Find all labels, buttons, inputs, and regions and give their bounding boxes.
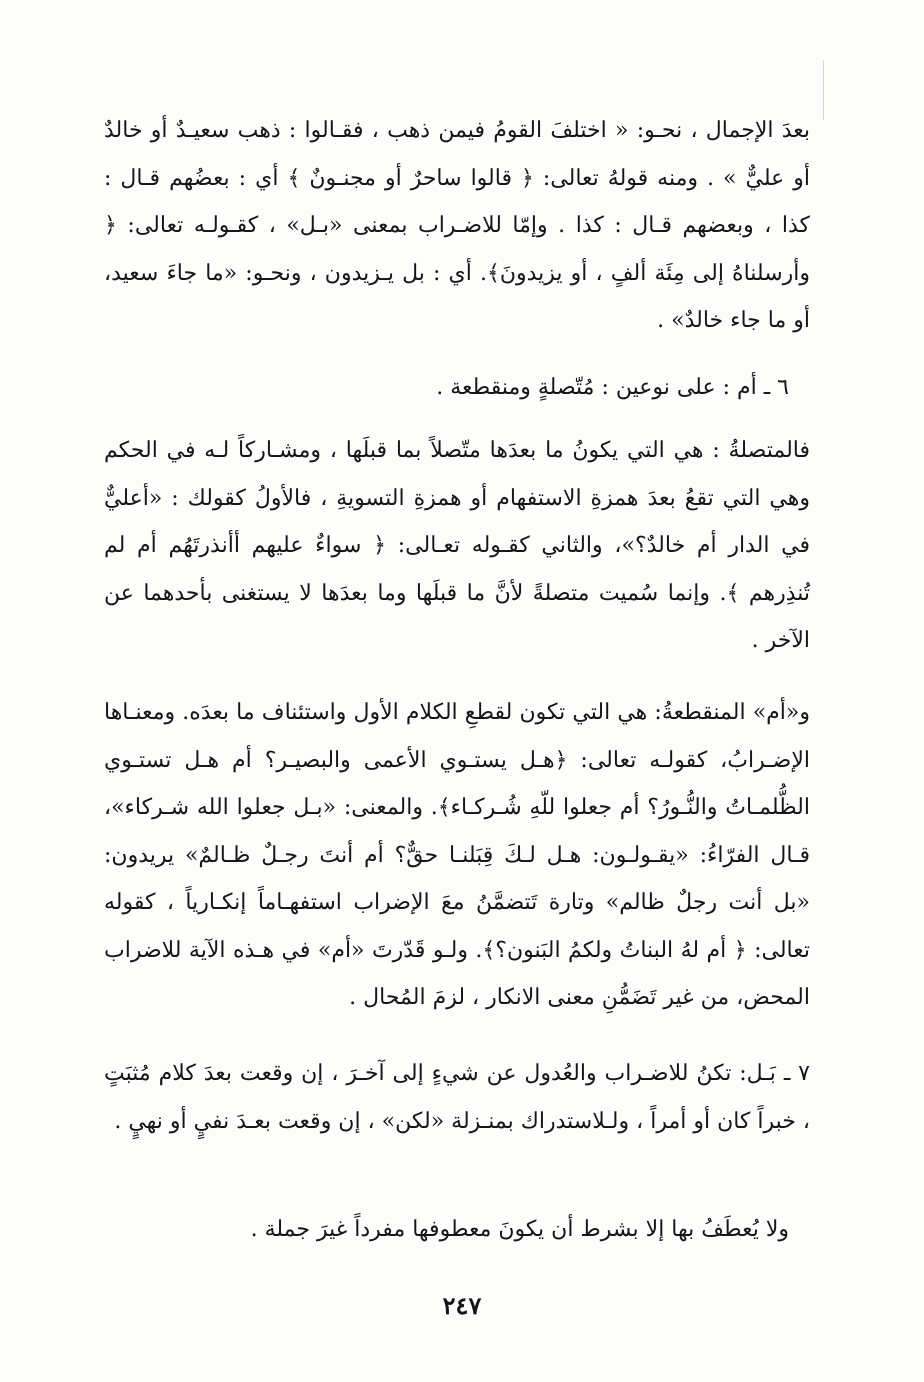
paragraph-text: فالمتصلةُ : هي التي يكونُ ما بعدَها متّصلاً بما قبلَها ، ومشـاركاً لـه في الحكم وهي التي تقعُ بعدَ همزةِ الاستفهام أو همزةِ التسويةِ ، فالأولُ كقولك : «أعليٌّ في الدار أم خالدٌ؟»، والثاني كقـوله تعـالى: ﴿ سواءٌ عليهم أأنذرتَهُم أم لم تُنذِرهم ﴾. وإنما سُميت متصلةً لأنَّ ما قبلَها وما بعدَها لا يستغنى بأحدهما عن الآخر .	[104, 438, 810, 653]
scan-margin-mark	[823, 60, 824, 120]
paragraph-text: ٧ ـ بَـل: تكنُ للاضـراب والعُدول عن شيءٍ إلى آخـرَ ، إن وقعت بعدَ كلام مُثبَتٍ ، خبراً كان أو أمراً ، ولـلاستدراك بمنـزلة «لكن» ، إن وقعت بعـدَ نفيٍ أو نهيٍ .	[104, 1061, 810, 1134]
section-heading-am	[436, 364, 789, 412]
paragraph-bal	[104, 1050, 810, 1145]
paragraph-disconnected-am	[104, 689, 810, 1022]
paragraph-connected-am	[104, 427, 810, 665]
paragraph-text: بعدَ الإجمال ، نحـو: « اختلفَ القومُ فيمن ذهب ، فقـالوا : ذهب سعيـدٌ أو خالدٌ أو عليٌّ » . ومنه قولهُ تعالى: ﴿ قالوا ساحرٌ أو مجنـونٌ ﴾ أي : بعضُهم قـال : كذا ، وبعضهم قـال : كذا . وإمّا للاضـراب بمعنى «بـل» ، كقـولـه تعالى: ﴿ وأرسلناهُ إلى مِئَة ألفٍ ، أو يزيدونَ﴾. أي : بل يـزيدون ، ونحـو: «ما جاءَ سعيد، أو ما جاء خالدٌ» .	[104, 118, 810, 333]
heading-text: ٦ ـ أم : على نوعين : مُتّصلةٍ ومنقطعة .	[436, 375, 789, 400]
paragraph-text: ولا يُعطَفُ بها إلا بشرط أن يكونَ معطوفها مفرداً غيرَ جملة .	[250, 1217, 789, 1242]
page-number: ٢٤٧	[442, 1291, 482, 1320]
paragraph-disjunction-examples	[104, 107, 810, 345]
paragraph-bal-condition	[251, 1206, 789, 1254]
paragraph-text: و«أم» المنقطعةُ: هي التي تكون لقطعِ الكلام الأول واستئناف ما بعدَه. ومعنـاها الإضـرابُ، كقولـه تعالى: ﴿هـل يستـوي الأعمى والبصيـر؟ أم هـل تستـوي الظُّلمـاتُ والنُّـورُ؟ أم جعلوا للّهِ شُـركـاء﴾. والمعنى: «بـل جعلوا الله شـركاء»، قـال الفرّاءُ: «يقـولـون: هـل لـكَ قِبَلنـا حقٌّ؟ أم أنتَ رجـلٌ ظـالمٌ» يريدون: «بل أنت رجلٌ ظالم» وتارة تَتضمَّنُ معَ الإضراب استفهـاماً إنكـارياً ، كقوله تعالى: ﴿ أم لهُ البناتُ ولكمُ البَنون؟﴾. ولـو قَدّرتَ «أم» في هـذه الآية للاضراب المحض، من غير تَضَمُّنِ معنى الانكار ، لزمَ المُحال .	[104, 700, 811, 1010]
